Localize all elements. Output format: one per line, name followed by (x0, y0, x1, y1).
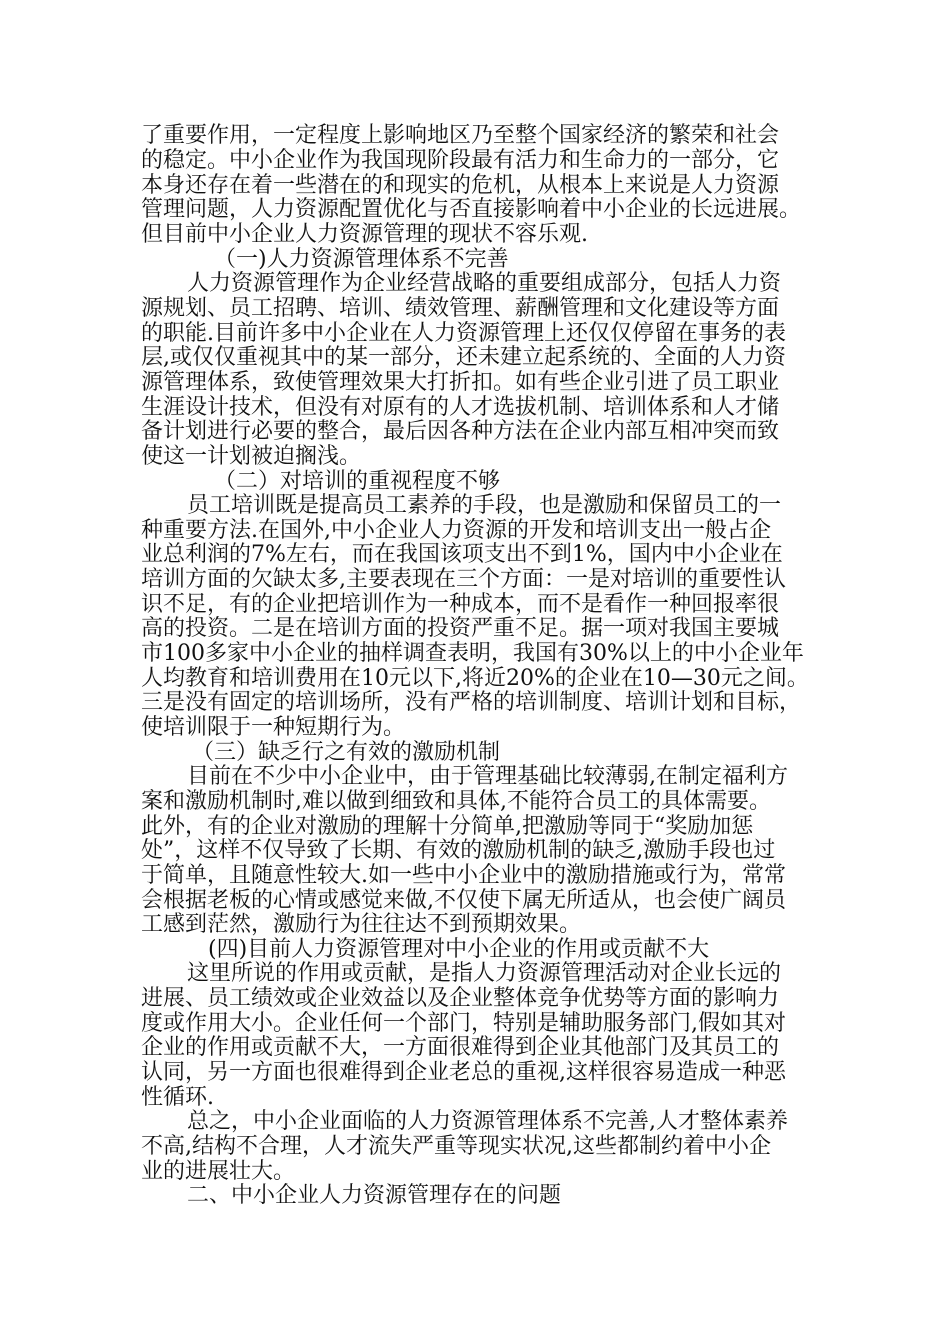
text-line: 企业的作用或贡献不大，一方面很难得到企业其他部门及其员工的 (141, 1035, 780, 1060)
text-line: 的稳定。中小企业作为我国现阶段最有活力和生命力的一部分，它 (141, 148, 780, 173)
section-heading: 二、中小企业人力资源管理存在的问题 (187, 1183, 562, 1208)
text-line: 处”，这样不仅导致了长期、有效的激励机制的缺乏,激励手段也过 (141, 838, 776, 863)
text-line: 认同，另一方面也很难得到企业老总的重视,这样很容易造成一种恶 (141, 1060, 786, 1085)
text-line: 的职能.目前许多中小企业在人力资源管理上还仅仅停留在事务的表 (141, 321, 786, 346)
text-line: 于简单，且随意性较大.如一些中小企业中的激励措施或行为，常常 (141, 863, 786, 888)
text-line: 三是没有固定的培训场所，没有严格的培训制度、培训计划和目标， (141, 690, 802, 715)
text-line: 市100多家中小企业的抽样调查表明，我国有30%以上的中小企业年 (141, 641, 804, 666)
text-line: 不高,结构不合理，人才流失严重等现实状况,这些都制约着中小企 (141, 1134, 771, 1159)
text-line: 业总利润的7%左右，而在我国该项支出不到1%，国内中小企业在 (141, 542, 783, 567)
text-line: 使这一计划被迫搁浅。 (141, 444, 362, 469)
text-line: 备计划进行必要的整合，最后因各种方法在企业内部互相冲突而致 (141, 419, 780, 444)
text-line: 会根据老板的心情或感觉来做,不仅使下属无所适从，也会使广阔员 (141, 888, 786, 913)
text-line: 目前在不少中小企业中，由于管理基础比较薄弱,在制定福利方 (187, 764, 788, 789)
section-heading: （一)人力资源管理体系不完善 (214, 247, 509, 272)
text-line: 度或作用大小。企业任何一个部门，特别是辅助服务部门,假如其对 (141, 1011, 786, 1036)
text-line: 种重要方法.在国外,中小企业人力资源的开发和培训支出一般占企 (141, 518, 771, 543)
text-line: 此外，有的企业对激励的理解十分简单,把激励等同于“奖励加惩 (141, 814, 754, 839)
text-line: 工感到茫然，激励行为往往达不到预期效果。 (141, 912, 582, 937)
text-line: 源规划、员工招聘、培训、绩效管理、薪酬管理和文化建设等方面 (141, 296, 780, 321)
text-line: 但目前中小企业人力资源管理的现状不容乐观. (141, 222, 588, 247)
section-heading: (四)目前人力资源管理对中小企业的作用或贡献不大 (208, 937, 710, 962)
text-line: 识不足，有的企业把培训作为一种成本，而不是看作一种回报率很 (141, 592, 780, 617)
text-line: 人均教育和培训费用在10元以下,将近20%的企业在10—30元之间。 (141, 666, 809, 691)
text-line: 本身还存在着一些潜在的和现实的危机，从根本上来说是人力资源 (141, 173, 780, 198)
text-line: 源管理体系，致使管理效果大打折扣。如有些企业引进了员工职业 (141, 370, 780, 395)
section-heading: （三）缺乏行之有效的激励机制 (192, 740, 501, 765)
text-line: 案和激励机制时,难以做到细致和具体,不能符合员工的具体需要。 (141, 789, 771, 814)
text-line: 总之，中小企业面临的人力资源管理体系不完善,人才整体素养 (187, 1109, 788, 1134)
text-line: 员工培训既是提高员工素养的手段，也是激励和保留员工的一 (187, 493, 782, 518)
text-line: 这里所说的作用或贡献，是指人力资源管理活动对企业长远的 (187, 961, 782, 986)
text-line: 高的投资。二是在培训方面的投资严重不足。据一项对我国主要城 (141, 616, 780, 641)
text-line: 了重要作用，一定程度上影响地区乃至整个国家经济的繁荣和社会 (141, 123, 780, 148)
section-heading: （二）对培训的重视程度不够 (214, 469, 501, 494)
text-line: 人力资源管理作为企业经营战略的重要组成部分，包括人力资 (187, 271, 782, 296)
text-line: 业的进展壮大。 (141, 1159, 296, 1184)
text-line: 进展、员工绩效或企业效益以及企业整体竞争优势等方面的影响力 (141, 986, 780, 1011)
text-line: 性循环. (141, 1085, 214, 1110)
text-line: 管理问题，人力资源配置优化与否直接影响着中小企业的长远进展。 (141, 197, 802, 222)
text-line: 生涯设计技术，但没有对原有的人才选拔机制、培训体系和人才储 (141, 395, 780, 420)
text-line: 层,或仅仅重视其中的某一部分，还未建立起系统的、全面的人力资 (141, 345, 786, 370)
text-line: 培训方面的欠缺太多,主要表现在三个方面：一是对培训的重要性认 (141, 567, 786, 592)
text-line: 使培训限于一种短期行为。 (141, 715, 406, 740)
